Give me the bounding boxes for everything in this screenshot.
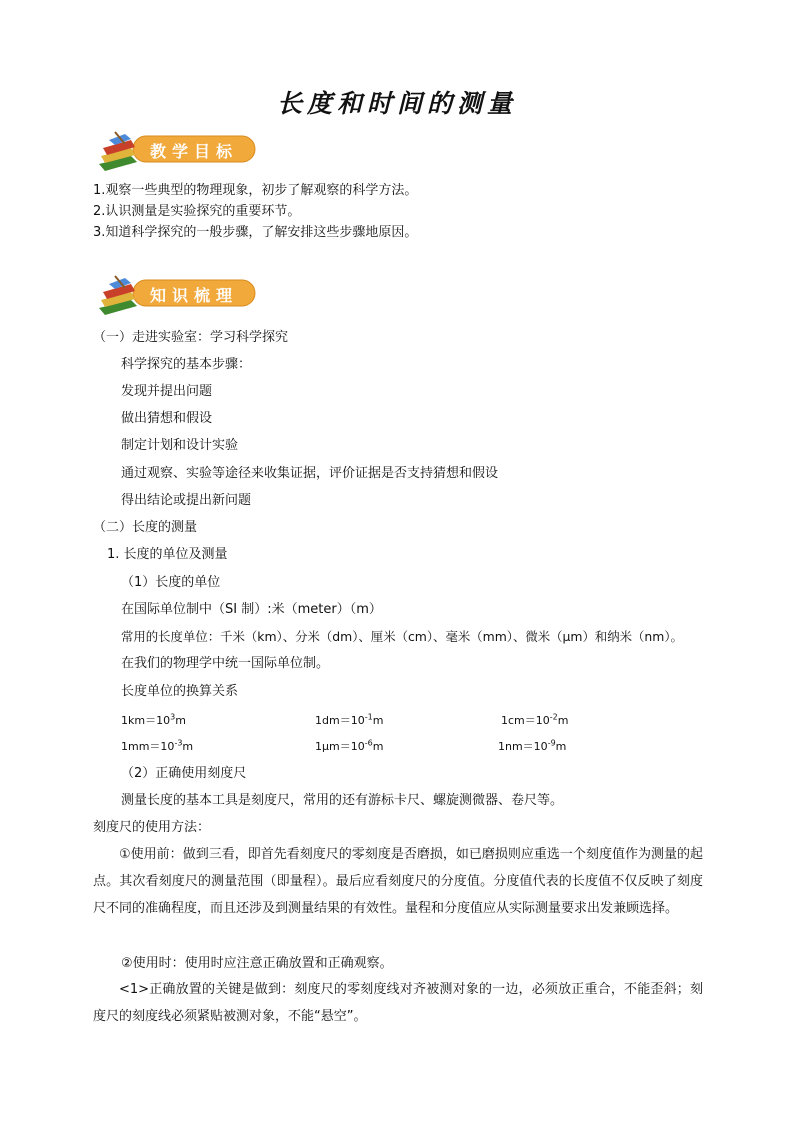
conversion-formula: $1mm=10^{-3}m$ bbox=[121, 738, 194, 753]
text-line: 常用的长度单位：千米（km）、分米（dm）、厘米（cm）、毫米（mm）、微米（μm）和纳米（nm）。 bbox=[121, 629, 683, 644]
conversion-formula: $1dm=10^{-1}m$ bbox=[315, 712, 384, 727]
subheading: 1. 长度的单位及测量 bbox=[107, 547, 228, 562]
text-line: 长度单位的换算关系 bbox=[121, 684, 239, 699]
text-line: 在我们的物理学中统一国际单位制。 bbox=[121, 656, 330, 671]
text-line: 刻度尺的使用方法： bbox=[93, 820, 211, 835]
conversion-formula: $1km=10^3m$ bbox=[121, 712, 186, 727]
section-badge-knowledge bbox=[95, 274, 260, 318]
text-line: 科学探究的基本步骤： bbox=[121, 357, 252, 372]
conversion-formula: $1\mu m=10^{-6}m$ bbox=[315, 738, 384, 753]
goal-item: 1.观察一些典型的物理现象，初步了解观察的科学方法。 bbox=[93, 183, 418, 198]
paragraph-before-use: ①使用前：做到三看，即首先看刻度尺的零刻度是否磨损，如已磨损则应重选一个刻度值作为测量的起点。其次看刻度尺的测量范围（即量程）。最后应看刻度尺的分度值。分度值代表的长度值不仅反映了刻度尺不同的准确程度，而且还涉及到测量结果的有效性。量程和分度值应从实际测量要求出发兼顾选择。 bbox=[93, 847, 703, 916]
conversion-formula: $1nm=10^{-9}m$ bbox=[498, 738, 567, 753]
section-heading: （一）走进实验室：学习科学探究 bbox=[93, 330, 289, 345]
list-item: 发现并提出问题 bbox=[121, 384, 213, 399]
list-item: 制定计划和设计实验 bbox=[121, 438, 239, 453]
page-title: 长度和时间的测量 bbox=[276, 89, 517, 118]
list-item: 得出结论或提出新问题 bbox=[121, 493, 252, 508]
section-label-knowledge: 知识梳理 bbox=[149, 286, 238, 305]
subheading: （1）长度的单位 bbox=[121, 575, 221, 590]
list-item: 做出猜想和假设 bbox=[121, 411, 213, 426]
subheading: （2）正确使用刻度尺 bbox=[121, 766, 247, 781]
conversion-formula: $1cm=10^{-2}m$ bbox=[501, 712, 569, 727]
section-badge-goals bbox=[95, 130, 260, 174]
list-item: 通过观察、实验等途径来收集证据，评价证据是否支持猜想和假设 bbox=[121, 466, 499, 481]
goal-item: 2.认识测量是实验探究的重要环节。 bbox=[93, 204, 301, 219]
section-heading: （二）长度的测量 bbox=[93, 520, 198, 535]
section-label-goals: 教学目标 bbox=[149, 142, 238, 161]
text-line: 在国际单位制中（SI 制）:米（meter）（m） bbox=[121, 602, 382, 617]
text-line: ②使用时：使用时应注意正确放置和正确观察。 bbox=[121, 956, 393, 971]
paragraph-placement: <1>正确放置的关键是做到：刻度尺的零刻度线对齐被测对象的一边，必须放正重合，不能歪斜；刻度尺的刻度线必须紧贴被测对象，不能“悬空”。 bbox=[93, 982, 703, 1024]
text-line: 测量长度的基本工具是刻度尺，常用的还有游标卡尺、螺旋测微器、卷尺等。 bbox=[121, 793, 564, 808]
goal-item: 3.知道科学探究的一般步骤，了解安排这些步骤地原因。 bbox=[93, 225, 418, 240]
